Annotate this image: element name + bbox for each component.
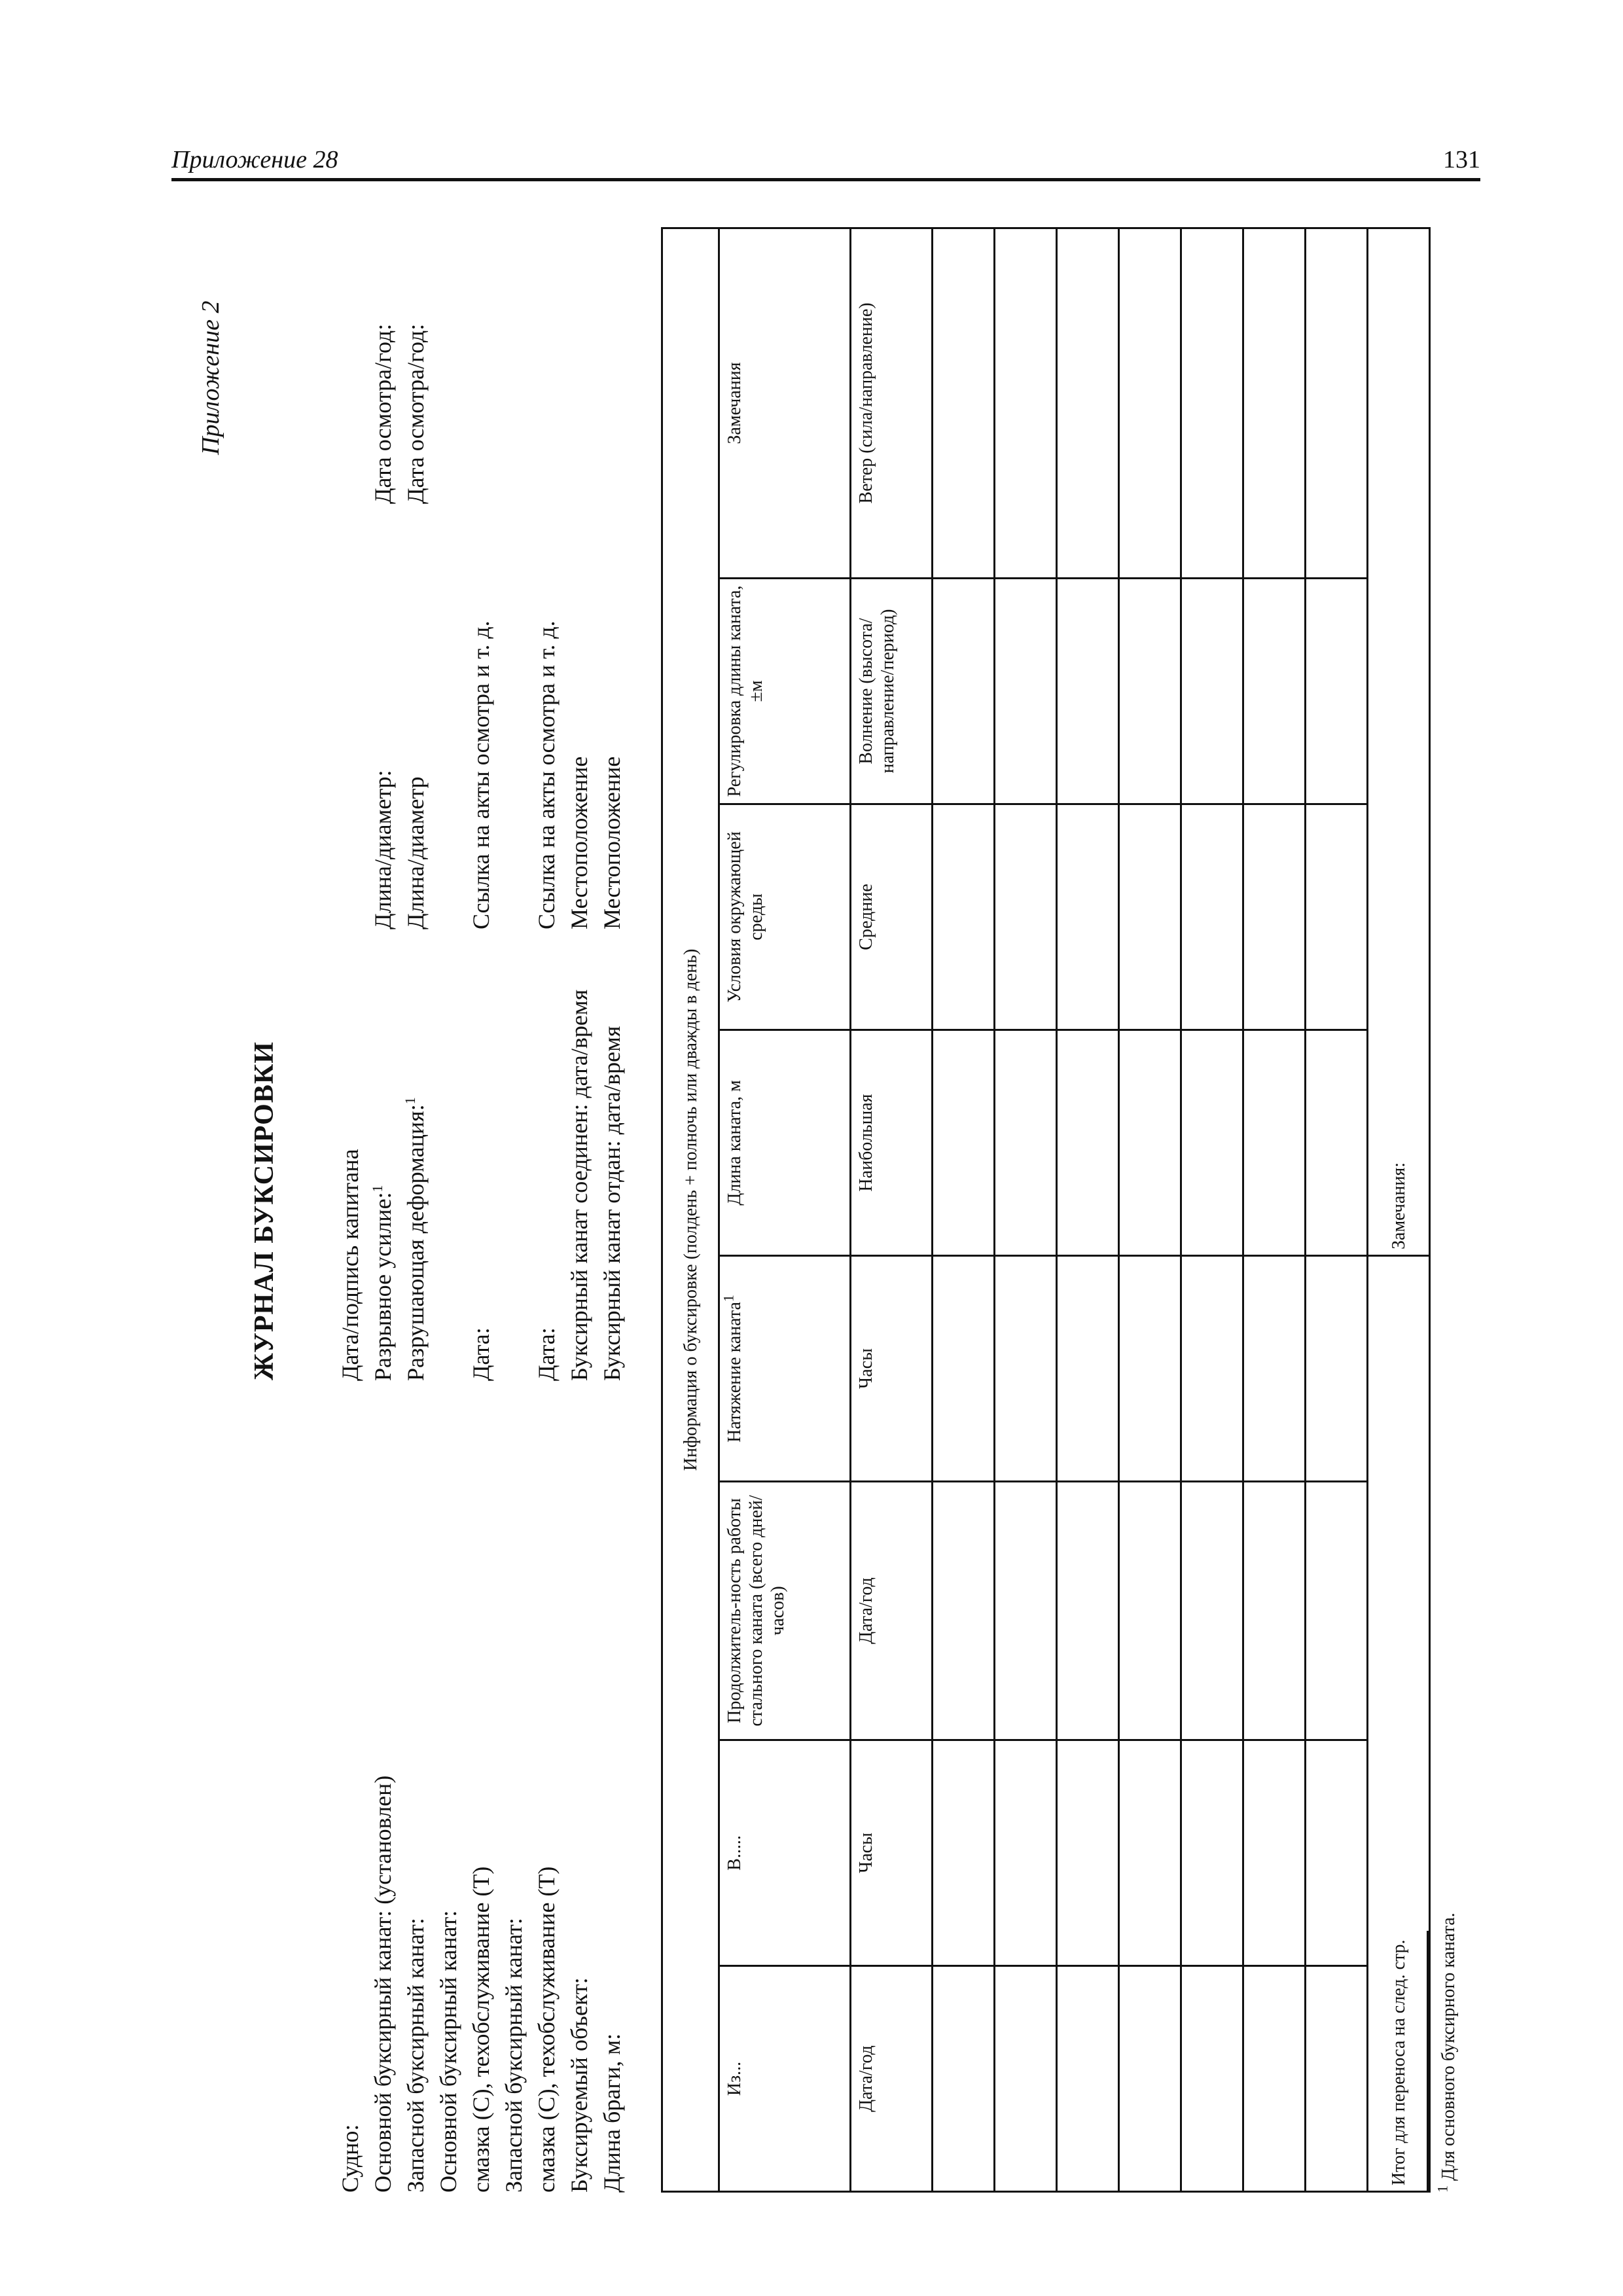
footnote-text: Для основного буксирного каната. — [1438, 1912, 1459, 2181]
table-cell[interactable] — [1306, 1482, 1368, 1740]
table-cell[interactable] — [1243, 804, 1306, 1030]
table-cell[interactable] — [1181, 1740, 1243, 1966]
carry-over-total: Итог для переноса на след. стр. — [1368, 1256, 1430, 2192]
table-row — [933, 228, 995, 2191]
table-cell[interactable] — [995, 1482, 1057, 1740]
table-cell[interactable] — [933, 579, 995, 804]
meta-label: Ссылка на акты осмотра и т. д. — [468, 620, 494, 929]
table-row — [1181, 228, 1243, 2191]
table-cell[interactable] — [1243, 1966, 1306, 2192]
table-cell[interactable] — [1119, 1482, 1181, 1740]
meta-label: Дата: — [533, 1327, 560, 1381]
table-footer-row — [1368, 228, 1430, 2191]
table-cell[interactable] — [1181, 579, 1243, 804]
footnote-ref: 1 — [402, 1097, 418, 1105]
meta-label: Разрушающая деформация: — [402, 1104, 429, 1381]
meta-label: Буксируемый объект: — [566, 1977, 592, 2193]
meta-column-4 — [334, 324, 432, 504]
meta-label: смазка (С), техобслуживание (Т) — [533, 1866, 560, 2193]
column-header: Замечания — [719, 228, 851, 578]
table-cell[interactable] — [1119, 579, 1181, 804]
meta-label: Дата осмотра/год: — [402, 323, 429, 504]
table-cell[interactable] — [1181, 1030, 1243, 1256]
table-cell[interactable] — [1119, 1256, 1181, 1482]
table-cell[interactable] — [1119, 804, 1181, 1030]
column-header: Продолжитель-ность работы стального каната (всего дней/часов) — [719, 1482, 851, 1740]
rotated-page-body — [197, 229, 1479, 2193]
table-cell[interactable] — [1243, 579, 1306, 804]
meta-label: Длина/диаметр: — [370, 770, 396, 929]
table-cell[interactable] — [1243, 1482, 1306, 1740]
column-header-label: Натяжение каната — [724, 1302, 745, 1443]
meta-label-row — [399, 990, 432, 1381]
towing-log-table — [661, 227, 1431, 2193]
page-title: ЖУРНАЛ БУКСИРОВКИ — [249, 1041, 279, 1380]
table-row — [1057, 228, 1119, 2191]
table-cell[interactable] — [1181, 1482, 1243, 1740]
running-header-title: Приложение 28 — [171, 146, 338, 173]
table-cell[interactable] — [1057, 1256, 1119, 1482]
column-subheader: Часы — [851, 1740, 933, 1966]
table-cell[interactable] — [933, 1256, 995, 1482]
column-header: В..... — [719, 1740, 851, 1966]
column-subheader: Ветер (сила/направление) — [851, 228, 933, 578]
table-cell[interactable] — [933, 804, 995, 1030]
meta-label: Запасной буксирный канат: — [501, 1918, 527, 2193]
footnote-mark: 1 — [1434, 2185, 1451, 2193]
table-cell[interactable] — [995, 1256, 1057, 1482]
table-cell[interactable] — [1243, 1030, 1306, 1256]
footnote-rule — [1427, 1931, 1429, 2193]
meta-label — [432, 990, 465, 1381]
appendix-label: Приложение 2 — [197, 300, 224, 455]
table-cell[interactable] — [1119, 1030, 1181, 1256]
table-cell[interactable] — [1181, 1256, 1243, 1482]
table-cell[interactable] — [995, 1740, 1057, 1966]
meta-label: Судно: — [337, 2124, 363, 2193]
table-row — [995, 228, 1057, 2191]
meta-label: Дата/подпись капитана — [337, 1149, 363, 1381]
meta-label-row — [366, 990, 399, 1381]
table-cell[interactable] — [1181, 1966, 1243, 2192]
meta-label: Разрывное усилие: — [370, 1192, 396, 1381]
table-cell[interactable] — [995, 804, 1057, 1030]
table-cell[interactable] — [933, 1030, 995, 1256]
table-cell[interactable] — [1057, 804, 1119, 1030]
meta-label: Местоположение — [599, 756, 625, 929]
meta-label: Буксирный канат соединен: дата/время — [566, 989, 592, 1381]
table-cell[interactable] — [933, 228, 995, 578]
meta-label — [334, 620, 366, 929]
table-cell[interactable] — [1057, 579, 1119, 804]
running-header — [171, 145, 1480, 178]
table-cell[interactable] — [1306, 228, 1368, 578]
meta-label: Ссылка на акты осмотра и т. д. — [533, 620, 560, 929]
meta-column-3 — [334, 620, 628, 929]
meta-label: Дата осмотра/год: — [370, 323, 396, 504]
table-cell[interactable] — [1181, 228, 1243, 578]
meta-label: Запасной буксирный канат: — [402, 1918, 429, 2193]
table-cell[interactable] — [1306, 804, 1368, 1030]
meta-label: Основной буксирный канат: (установлен) — [370, 1775, 396, 2193]
table-cell[interactable] — [1057, 1966, 1119, 2192]
meta-label: смазка (С), техобслуживание (Т) — [468, 1866, 494, 2193]
table-cell[interactable] — [1057, 1740, 1119, 1966]
meta-label: Основной буксирный канат: — [435, 1910, 461, 2193]
column-subheader: Наибольшая — [851, 1030, 933, 1256]
table-cell[interactable] — [1243, 1740, 1306, 1966]
table-caption: Информация о буксировке (полдень + полночь или дважды в день) — [662, 228, 719, 2191]
column-subheader: Часы — [851, 1256, 933, 1482]
column-header: Длина каната, м — [719, 1030, 851, 1256]
table-cell[interactable] — [995, 1966, 1057, 2192]
table-cell[interactable] — [1306, 1030, 1368, 1256]
meta-label — [334, 324, 366, 504]
column-header: Условия окружающей среды — [719, 804, 851, 1030]
table-cell[interactable] — [1306, 579, 1368, 804]
meta-label: Длина/диаметр — [402, 776, 429, 929]
footnote-ref: 1 — [369, 1185, 385, 1193]
table-cell[interactable] — [1057, 1030, 1119, 1256]
table-cell[interactable] — [933, 1966, 995, 2192]
table-cell[interactable] — [1243, 228, 1306, 578]
meta-label — [497, 620, 530, 929]
table-cell[interactable] — [1057, 228, 1119, 578]
table-cell[interactable] — [995, 1030, 1057, 1256]
table-row — [1243, 228, 1306, 2191]
table-cell[interactable] — [1119, 1966, 1181, 2192]
meta-label: Буксирный канат отдан: дата/время — [599, 1026, 625, 1381]
header-rule — [171, 178, 1480, 181]
column-header: Регулировка длины каната, ±м — [719, 579, 851, 804]
footnote — [1434, 1912, 1459, 2193]
footnote-ref: 1 — [720, 1295, 737, 1302]
table-cell[interactable] — [933, 1482, 995, 1740]
table-cell[interactable] — [1306, 1740, 1368, 1966]
table-cell[interactable] — [1306, 1966, 1368, 2192]
meta-label: Местоположение — [566, 756, 592, 929]
table-row — [1119, 228, 1181, 2191]
table-cell[interactable] — [1181, 804, 1243, 1030]
column-header: Из... — [719, 1966, 851, 2192]
remarks-field[interactable]: Замечания: — [1368, 228, 1430, 1255]
table-cell[interactable] — [1306, 1256, 1368, 1482]
meta-label: Длина браги, м: — [599, 2033, 625, 2193]
meta-label — [497, 990, 530, 1381]
column-subheader: Волнение (высота/направление/период) — [851, 579, 933, 804]
meta-column-2 — [334, 990, 628, 1381]
table-cell[interactable] — [1119, 1740, 1181, 1966]
column-header — [719, 1256, 851, 1482]
meta-label — [432, 620, 465, 929]
table-cell[interactable] — [995, 579, 1057, 804]
column-subheader: Средние — [851, 804, 933, 1030]
table-cell[interactable] — [1243, 1256, 1306, 1482]
table-cell[interactable] — [1057, 1482, 1119, 1740]
meta-column-1 — [334, 1776, 628, 2193]
table-cell[interactable] — [933, 1740, 995, 1966]
table-row — [1306, 228, 1368, 2191]
table-cell[interactable] — [1119, 228, 1181, 578]
meta-label: Дата: — [468, 1327, 494, 1381]
table-cell[interactable] — [995, 228, 1057, 578]
column-subheader: Дата/год — [851, 1966, 933, 2192]
column-subheader: Дата/год — [851, 1482, 933, 1740]
page-number: 131 — [1443, 146, 1480, 173]
